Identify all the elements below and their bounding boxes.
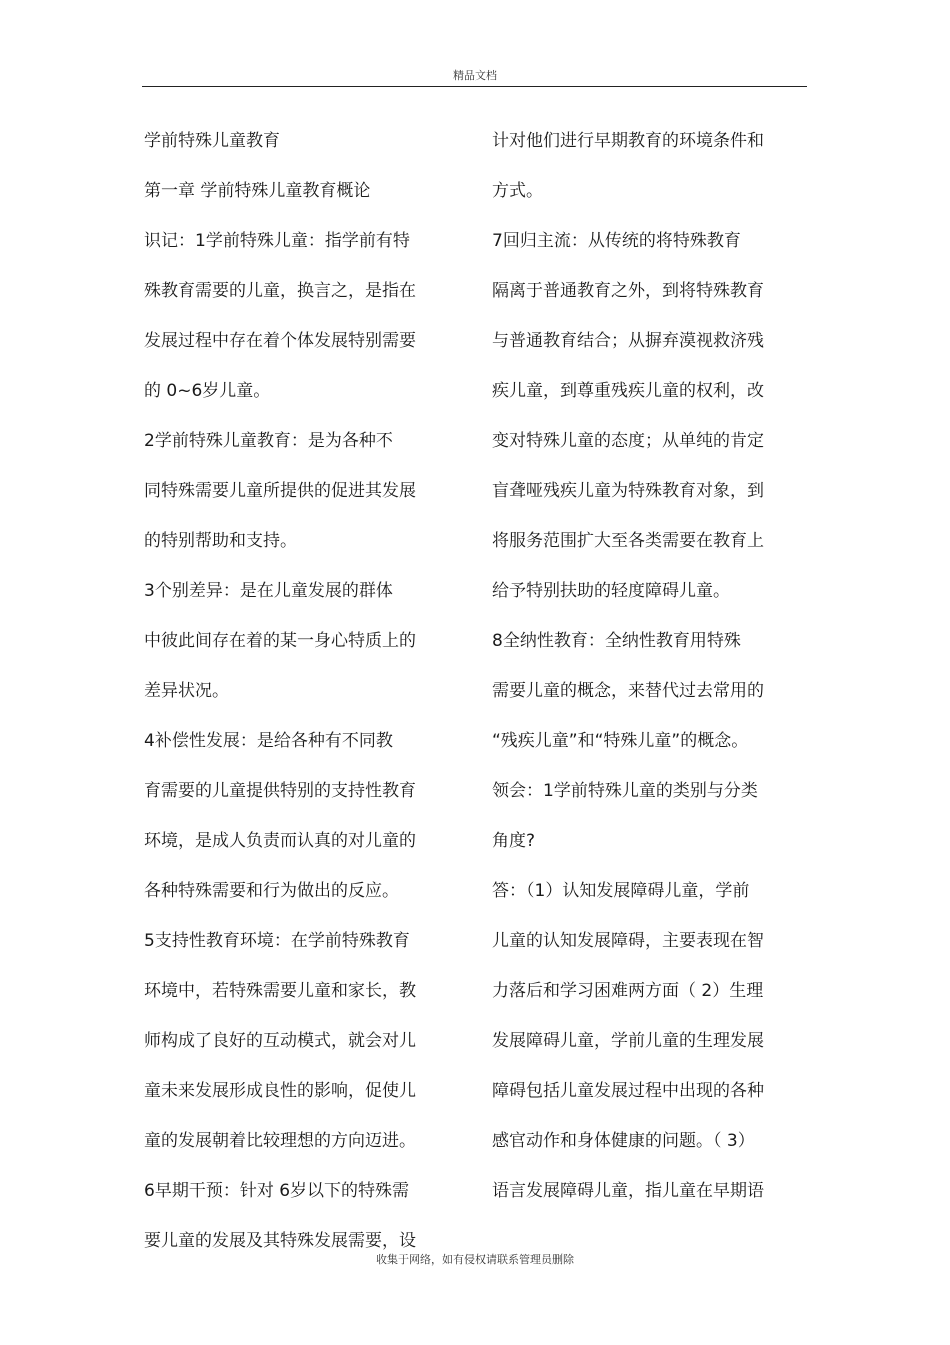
text-line: 同特殊需要儿童所提供的促进其发展 [144, 481, 416, 501]
text-line: 发展过程中存在着个体发展特别需要 [144, 331, 416, 351]
text-line: 殊教育需要的儿童，换言之，是指在 [144, 281, 416, 301]
text-line: 6早期干预：针对 6岁以下的特殊需 [144, 1181, 410, 1201]
right-text-column [492, 116, 806, 1216]
text-line: 与普通教育结合；从摒弃漠视救济残 [492, 331, 764, 351]
text-line: “残疾儿童”和“特殊儿童”的概念。 [492, 731, 749, 751]
text-line: 识记：1学前特殊儿童：指学前有特 [144, 231, 410, 251]
text-line: 的特别帮助和支持。 [144, 531, 297, 551]
text-line: 要儿童的发展及其特殊发展需要，设 [144, 1231, 416, 1251]
text-line: 第一章 学前特殊儿童教育概论 [144, 181, 371, 201]
text-line: 7回归主流：从传统的将特殊教育 [492, 231, 741, 251]
page-header-label: 精品文档 [453, 69, 497, 82]
text-line: 育需要的儿童提供特别的支持性教育 [144, 781, 416, 801]
left-text-column [144, 116, 456, 1266]
text-line: 环境中，若特殊需要儿童和家长，教 [144, 981, 416, 1001]
text-line: 各种特殊需要和行为做出的反应。 [144, 881, 399, 901]
text-line: 发展障碍儿童，学前儿童的生理发展 [492, 1031, 764, 1051]
text-line: 盲聋哑残疾儿童为特殊教育对象，到 [492, 481, 764, 501]
text-line: 需要儿童的概念，来替代过去常用的 [492, 681, 764, 701]
header-divider [142, 86, 807, 87]
text-line: 8全纳性教育：全纳性教育用特殊 [492, 631, 741, 651]
text-line: 师构成了良好的互动模式，就会对儿 [144, 1031, 416, 1051]
text-line: 方式。 [492, 181, 543, 201]
text-line: 环境，是成人负责而认真的对儿童的 [144, 831, 416, 851]
text-line: 给予特别扶助的轻度障碍儿童。 [492, 581, 730, 601]
text-line: 疾儿童，到尊重残疾儿童的权利，改 [492, 381, 764, 401]
text-line: 答：（1）认知发展障碍儿童，学前 [492, 881, 750, 901]
text-line: 2学前特殊儿童教育：是为各种不 [144, 431, 393, 451]
text-line: 差异状况。 [144, 681, 229, 701]
text-line: 计对他们进行早期教育的环境条件和 [492, 131, 764, 151]
text-line: 的 0~6岁儿童。 [144, 381, 271, 401]
text-line: 隔离于普通教育之外，到将特殊教育 [492, 281, 764, 301]
text-line: 儿童的认知发展障碍，主要表现在智 [492, 931, 764, 951]
text-line: 语言发展障碍儿童，指儿童在早期语 [492, 1181, 764, 1201]
text-line: 感官动作和身体健康的问题。（ 3） [492, 1131, 755, 1151]
text-line: 学前特殊儿童教育 [144, 131, 280, 151]
text-line: 3个别差异：是在儿童发展的群体 [144, 581, 393, 601]
text-line: 变对特殊儿童的态度；从单纯的肯定 [492, 431, 764, 451]
text-line: 障碍包括儿童发展过程中出现的各种 [492, 1081, 764, 1101]
text-line: 4补偿性发展：是给各种有不同教 [144, 731, 393, 751]
text-line: 中彼此间存在着的某一身心特质上的 [144, 631, 416, 651]
text-line: 5支持性教育环境：在学前特殊教育 [144, 931, 410, 951]
text-line: 童未来发展形成良性的影响，促使儿 [144, 1081, 416, 1101]
text-line: 童的发展朝着比较理想的方向迈进。 [144, 1131, 416, 1151]
text-line: 将服务范围扩大至各类需要在教育上 [492, 531, 764, 551]
text-line: 角度? [492, 831, 536, 851]
text-line: 领会：1学前特殊儿童的类别与分类 [492, 781, 758, 801]
text-line: 力落后和学习困难两方面（ 2）生理 [492, 981, 764, 1001]
page-footer-label: 收集于网络，如有侵权请联系管理员删除 [376, 1253, 574, 1266]
